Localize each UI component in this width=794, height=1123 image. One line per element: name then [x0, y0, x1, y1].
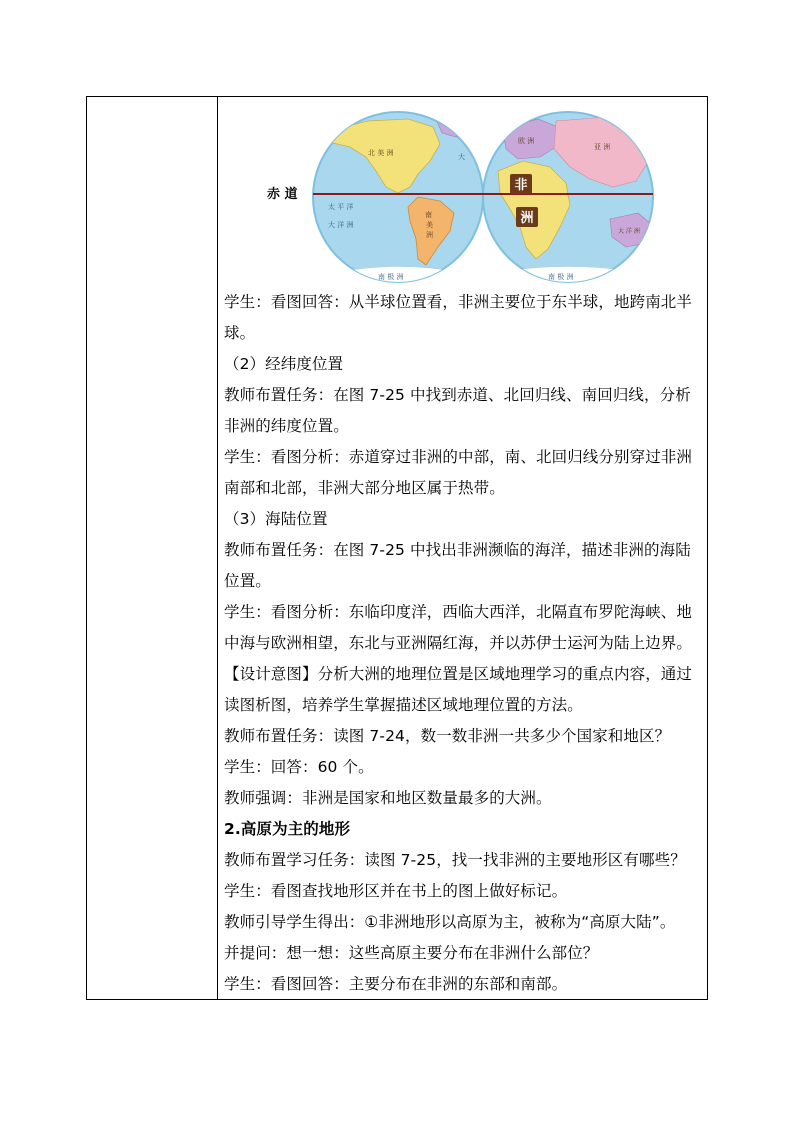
text-line: （2）经纬度位置 — [224, 355, 344, 373]
text-line: 【设计意图】分析大洲的地理位置是区域地理学习的重点内容，通过 — [224, 665, 693, 683]
africa-label-1: 非 — [514, 178, 528, 193]
text-line: 非洲的纬度位置。 — [224, 417, 349, 435]
text-line: 学生：回答：60 个。 — [224, 758, 374, 776]
label-antarctica-west: 南 极 洲 — [378, 273, 404, 281]
lesson-table — [86, 96, 708, 1000]
text-line: 并提问：想一想：这些高原主要分布在非洲什么部位？ — [224, 944, 599, 962]
world-hemispheres-map — [218, 109, 708, 289]
label-north-america: 北 美 洲 — [368, 149, 394, 157]
label-south-america-2: 美 — [426, 221, 433, 229]
left-column-cell — [87, 97, 218, 999]
text-line: 读图析图，培养学生掌握描述区域地理位置的方法。 — [224, 696, 583, 714]
text-line: 学生：看图分析：赤道穿过非洲的中部，南、北回归线分别穿过非洲 — [224, 448, 693, 466]
text-line: 教师布置任务：在图 7-25 中找到赤道、北回归线、南回归线，分析 — [224, 386, 691, 404]
text-line: 教师布置学习任务：读图 7-25，找一找非洲的主要地形区有哪些？ — [224, 851, 686, 869]
text-line: 位置。 — [224, 572, 271, 590]
africa-label-2: 洲 — [520, 211, 534, 226]
text-line: 教师强调：非洲是国家和地区数量最多的大洲。 — [224, 789, 552, 807]
label-asia: 亚 洲 — [594, 143, 611, 151]
text-line: 教师引导学生得出：①非洲地形以高原为主，被称为“高原大陆”。 — [224, 913, 676, 931]
western-hemisphere — [313, 112, 483, 289]
lesson-text — [224, 287, 702, 1000]
label-south-america-3: 洲 — [426, 231, 433, 239]
text-line: 教师布置任务：在图 7-25 中找出非洲濒临的海洋，描述非洲的海陆 — [224, 541, 691, 559]
label-atlantic: 大 — [458, 153, 465, 161]
eastern-hemisphere — [483, 112, 653, 289]
text-line: 学生：看图回答：主要分布在非洲的东部和南部。 — [224, 975, 568, 993]
text-line: 学生：看图分析：东临印度洋，西临大西洋，北隔直布罗陀海峡、地 — [224, 603, 693, 621]
label-antarctica-east: 南 极 洲 — [548, 273, 574, 281]
text-line: 教师布置任务：读图 7-24，数一数非洲一共多少个国家和地区？ — [224, 727, 671, 745]
right-column-cell — [218, 97, 707, 999]
label-south-america: 南 — [425, 211, 432, 219]
text-line: 南部和北部，非洲大部分地区属于热带。 — [224, 479, 505, 497]
label-europe: 欧 洲 — [518, 137, 535, 145]
label-pacific-2: 大 洋 洲 — [328, 221, 354, 229]
text-line: 中海与欧洲相望，东北与亚洲隔红海，并以苏伊士运河为陆上边界。 — [224, 634, 693, 652]
equator-label: 赤 道 — [267, 187, 298, 202]
text-line: 学生：看图回答：从半球位置看，非洲主要位于东半球，地跨南北半 — [224, 293, 693, 311]
text-line: 学生：看图查找地形区并在书上的图上做好标记。 — [224, 882, 568, 900]
label-pacific: 太 平 洋 — [328, 203, 354, 211]
label-oceania: 大 洋 洲 — [618, 228, 640, 235]
text-line: （3）海陆位置 — [224, 510, 328, 528]
section-heading: 2.高原为主的地形 — [224, 820, 351, 838]
text-line: 球。 — [224, 324, 256, 342]
